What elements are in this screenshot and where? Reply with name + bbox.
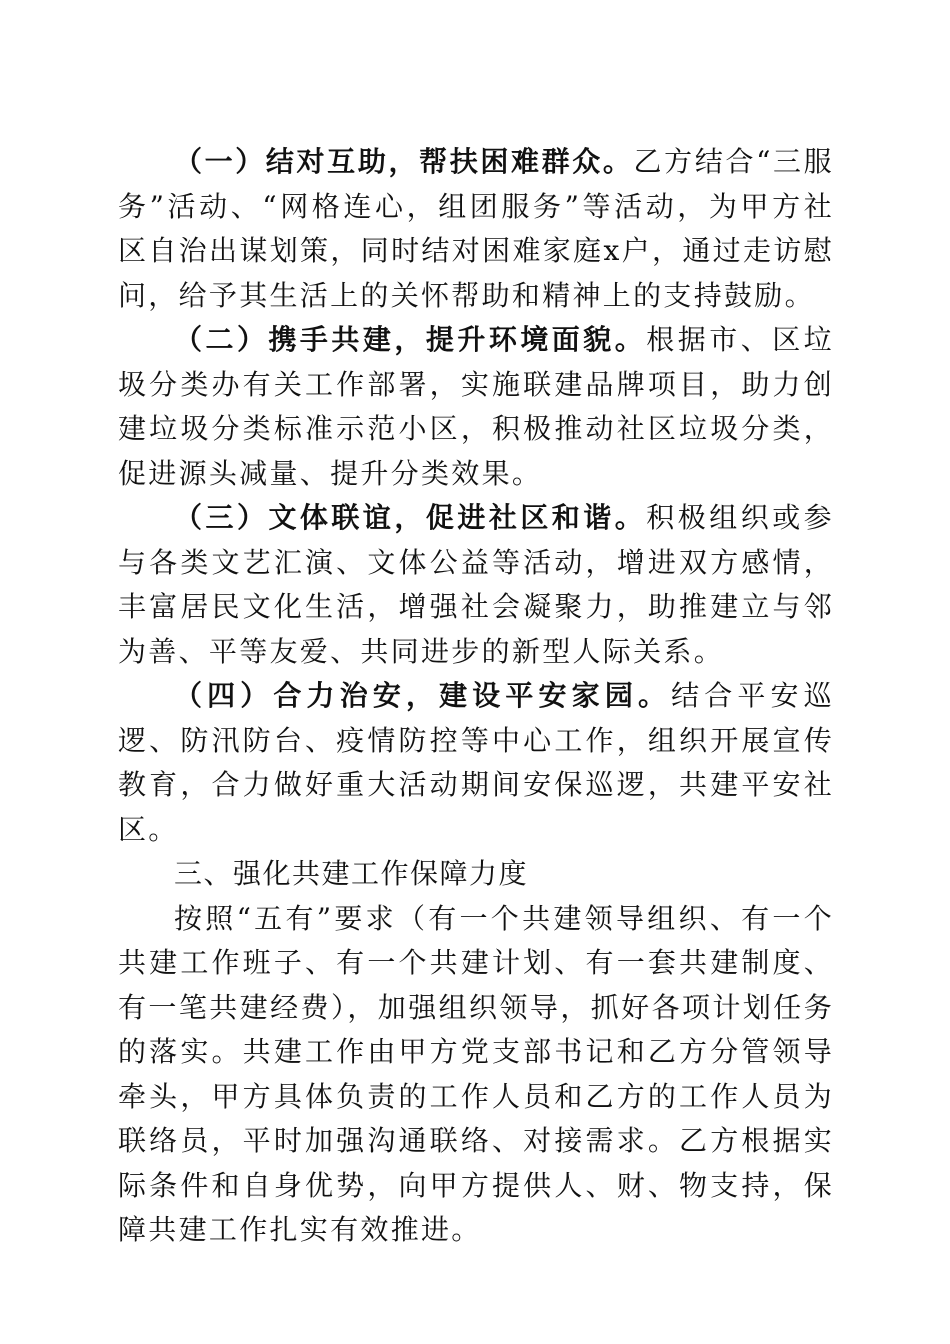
paragraph-3-lead: （三）文体联谊，促进社区和谐。 [174, 501, 647, 534]
paragraph-2-text: 根据市、区垃圾分类办有关工作部署，实施联建品牌项目，助力创建垃圾分类标准示范小区，积极推动社区垃圾分类，促进源头减量、提升分类效果。 [118, 323, 834, 490]
document-body [118, 140, 834, 1253]
paragraph-1-text: 乙方结合“三服务”活动、“网格连心，组团服务”等活动，为甲方社区自治出谋划策，同时结对困难家庭x户，通过走访慰问，给予其生活上的关怀帮助和精神上的支持鼓励。 [118, 145, 834, 312]
paragraph-4-text: 结合平安巡逻、防汛防台、疫情防控等中心工作，组织开展宣传教育，合力做好重大活动期间安保巡逻，共建平安社区。 [118, 679, 834, 846]
paragraph-3-text: 积极组织或参与各类文艺汇演、文体公益等活动，增进双方感情，丰富居民文化生活，增强社会凝聚力，助推建立与邻为善、平等友爱、共同进步的新型人际关系。 [118, 501, 834, 668]
paragraph-2-lead: （二）携手共建，提升环境面貌。 [174, 323, 647, 356]
paragraph-4 [118, 674, 834, 852]
paragraph-2 [118, 318, 834, 496]
paragraph-1 [118, 140, 834, 318]
section-heading: 三、强化共建工作保障力度 [174, 857, 529, 890]
paragraph-4-lead: （四）合力治安，建设平安家园。 [174, 679, 672, 712]
paragraph-1-lead: （一）结对互助，帮扶困难群众。 [174, 145, 634, 178]
paragraph-5: 按照“五有”要求（有一个共建领导组织、有一个共建工作班子、有一个共建计划、有一套共建制度、有一笔共建经费），加强组织领导，抓好各项计划任务的落实。共建工作由甲方党支部书记和乙方分管领导牵头，甲方具体负责的工作人员和乙方的工作人员为联络员，平时加强沟通联络、对接需求。乙方根据实际条件和自身优势，向甲方提供人、财、物支持，保障共建工作扎实有效推进。 [118, 901, 834, 1246]
paragraph-3 [118, 496, 834, 674]
